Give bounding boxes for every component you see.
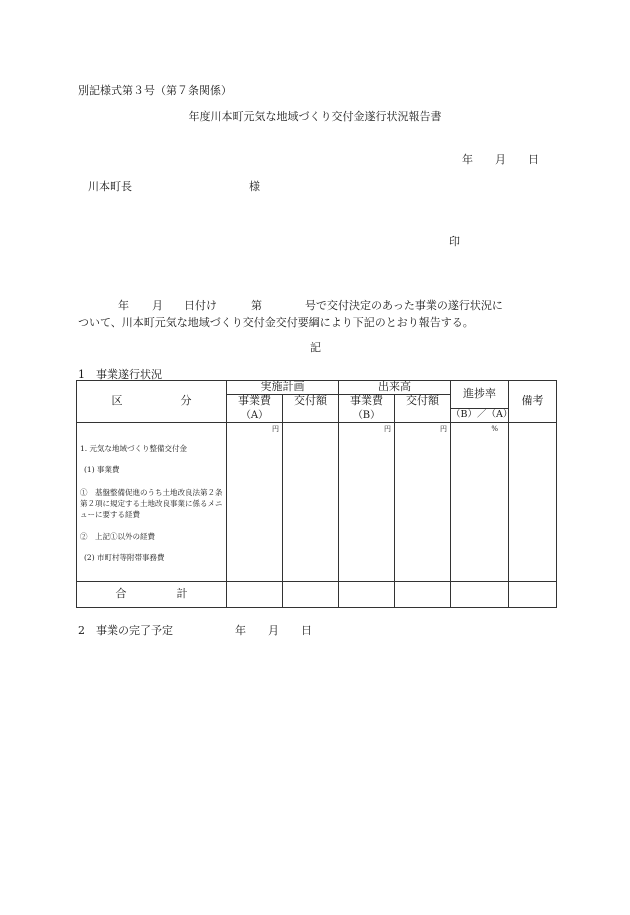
date-year: 年	[462, 153, 473, 166]
report-date	[462, 151, 539, 167]
completion-year: 年	[235, 624, 246, 637]
date-day: 日	[528, 153, 539, 166]
body-rest: 号で交付決定のあった事業の遂行状況に	[305, 299, 503, 312]
item-1-1: (1) 事業費	[84, 464, 120, 474]
header-actual: 出来高	[339, 381, 451, 395]
header-plan-grant: 交付額	[283, 395, 339, 423]
actual-grant-cell	[395, 423, 451, 582]
header-actual-grant: 交付額	[395, 395, 451, 423]
plan-grant-cell	[283, 423, 339, 582]
header-remarks: 備考	[509, 381, 557, 423]
body-line-1	[118, 297, 503, 313]
body-month: 月	[152, 299, 163, 312]
body-number-prefix: 第	[251, 299, 262, 312]
header-plan: 実施計画	[227, 381, 339, 395]
seal-mark: 印	[449, 235, 460, 248]
remarks-cell	[509, 423, 557, 582]
completion-month: 月	[268, 624, 279, 637]
section-2	[78, 622, 312, 638]
ki-heading: 記	[310, 341, 321, 354]
item-1-2: (2) 市町村等附帯事務費	[84, 552, 165, 562]
header-mark-a: （A）	[227, 409, 283, 423]
header-progress: 進捗率	[451, 381, 509, 409]
total-actual-grant	[395, 582, 451, 608]
unit-yen: 円	[384, 425, 391, 433]
addressee-suffix: 様	[249, 180, 260, 193]
section-1-title: 1 事業遂行状況	[78, 368, 162, 381]
total-label: 合 計	[77, 582, 227, 608]
completion-day: 日	[301, 624, 312, 637]
total-remarks	[509, 582, 557, 608]
actual-cost-cell	[339, 423, 395, 582]
item-1-1-a: ① 基盤整備促進のうち土地改良法第２条第２項に規定する土地改良事業に係るメニューに要する経費	[80, 488, 223, 519]
body-date-suffix: 日付け	[184, 299, 217, 312]
header-actual-cost: 事業費	[339, 395, 395, 409]
body-year: 年	[118, 299, 129, 312]
item-1: 1. 元気な地域づくり整備交付金	[80, 444, 188, 453]
unit-yen: 円	[440, 425, 447, 433]
total-progress	[451, 582, 509, 608]
unit-yen: 円	[272, 425, 279, 433]
document-title: 年度川本町元気な地域づくり交付金遂行状況報告書	[188, 110, 442, 123]
header-mark-b: （B）	[339, 409, 395, 423]
progress-table	[76, 380, 557, 608]
addressee-name: 川本町長	[88, 180, 132, 193]
section-2-title: 2 事業の完了予定	[78, 624, 173, 637]
header-category: 区 分	[77, 381, 227, 423]
body-line-2: ついて、川本町元気な地域づくり交付金交付要綱により下記のとおり報告する。	[78, 316, 474, 329]
progress-cell	[451, 423, 509, 582]
date-month: 月	[495, 153, 506, 166]
header-plan-cost: 事業費	[227, 395, 283, 409]
item-1-1-b: ② 上記①以外の経費	[80, 531, 155, 541]
plan-cost-cell	[227, 423, 283, 582]
addressee	[88, 178, 260, 194]
total-plan-grant	[283, 582, 339, 608]
header-progress-formula: （B）／（A）	[451, 409, 509, 423]
total-actual-cost	[339, 582, 395, 608]
item-list	[77, 423, 227, 582]
unit-percent: %	[491, 425, 498, 433]
total-plan-cost	[227, 582, 283, 608]
form-number: 別記様式第３号（第７条関係）	[78, 84, 232, 97]
